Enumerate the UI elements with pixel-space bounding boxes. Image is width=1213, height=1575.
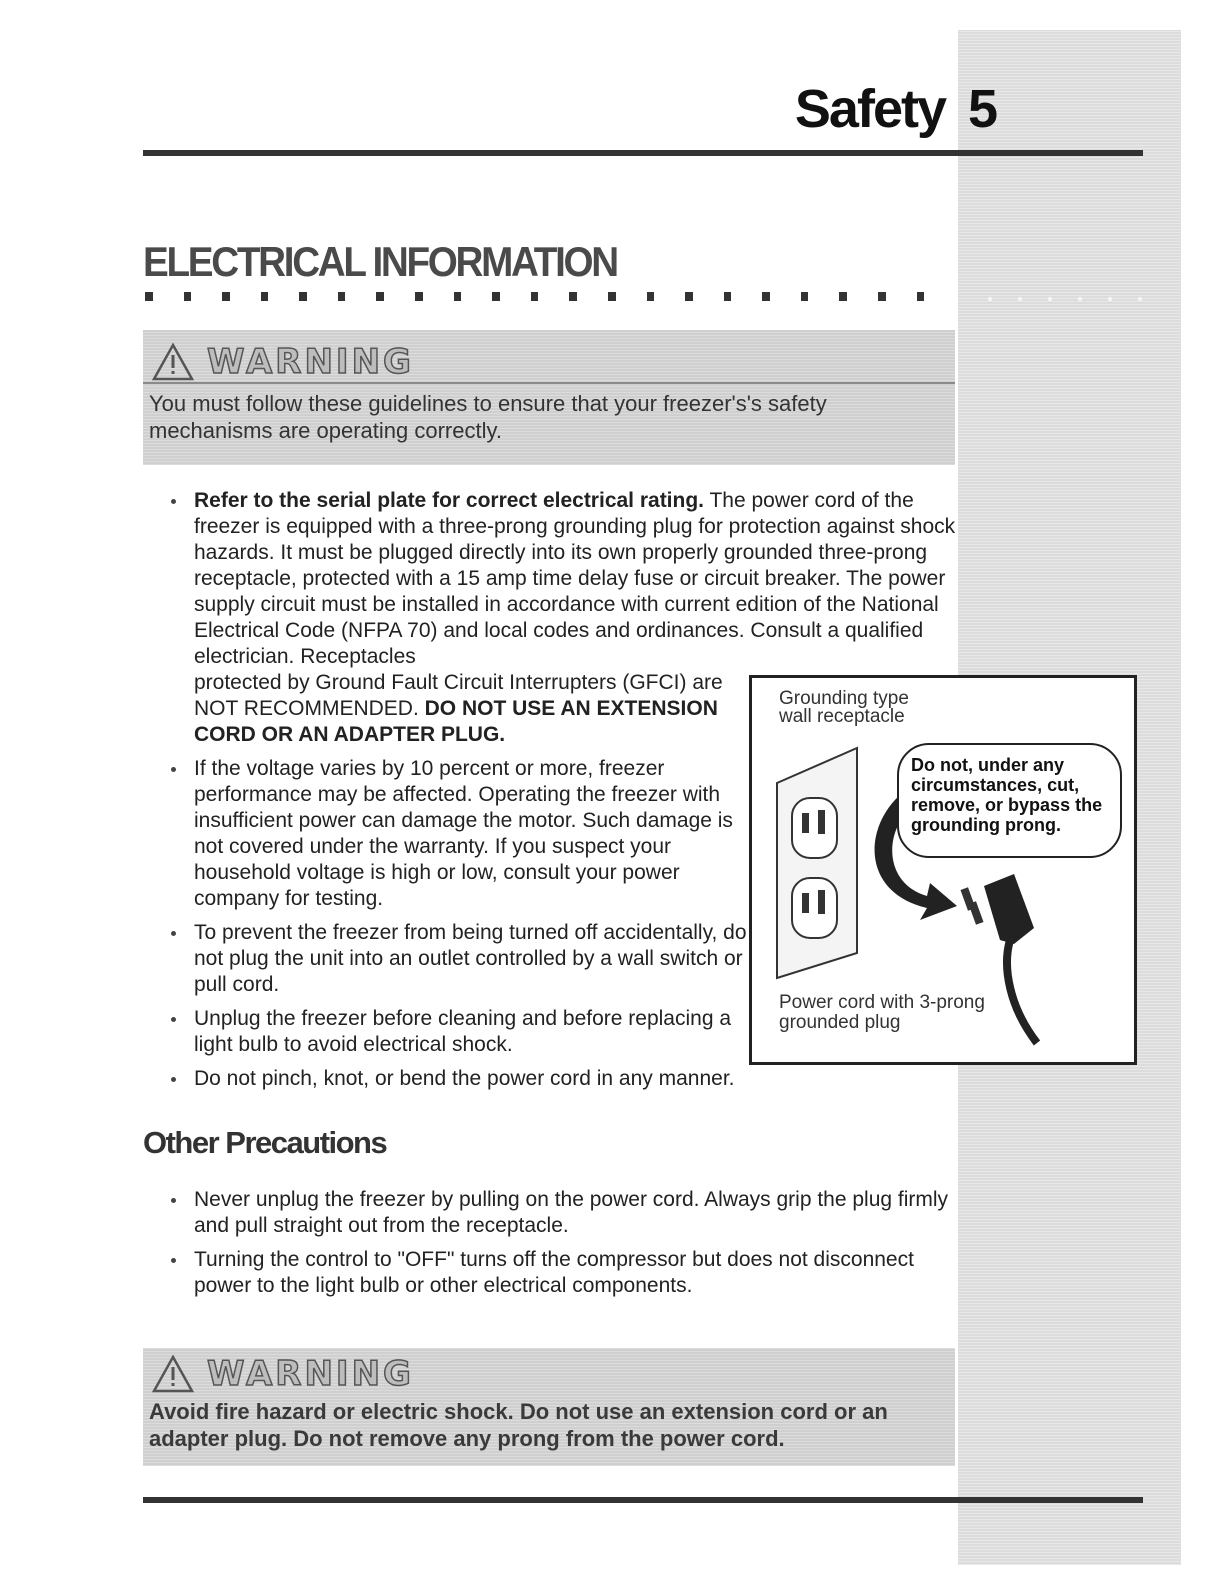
warning-header <box>151 1354 414 1394</box>
warning-text: Avoid fire hazard or electric shock. Do not use an extension cord or an adapter plug. Do not remove any prong from the power cord. <box>149 1399 888 1451</box>
dotted-divider <box>145 292 955 304</box>
bullet-bold-lead: Refer to the serial plate for correct electrical rating. <box>194 489 705 512</box>
header-rule <box>143 150 1143 156</box>
subsection-title: Other Precautions <box>143 1125 387 1160</box>
warning-box-top <box>143 330 955 465</box>
bullet-text: The power cord of the freezer is equipped with a three-prong grounding plug for protection against shock hazards. It must be plugged directly into its own properly grounded three-prong receptacle, protected with a 15 amp time delay fuse or circuit breaker. The power supply circuit must be installed in accordance with current edition of the National Electrical Code (NFPA 70) and local codes and ordinances. Consult a qualified electrician. Receptacles <box>194 489 956 668</box>
warning-divider <box>143 382 955 384</box>
list-item: Turning the control to "OFF" turns off the compressor but does not disconnect power to the light bulb or other electrical components. <box>167 1247 957 1299</box>
warning-triangle-icon <box>151 1354 195 1394</box>
power-cord-label: Power cord with 3-prong grounded plug <box>779 992 985 1033</box>
bullet-text-continued: protected by Ground Fault Circuit Interrupters (GFCI) are NOT RECOMMENDED. <box>194 671 723 720</box>
grounding-prong-callout: Do not, under any circumstances, cut, remove, or bypass the grounding prong. <box>897 743 1122 858</box>
side-dot-divider <box>975 294 1155 304</box>
warning-label: WARNING <box>207 1354 414 1394</box>
bullet-bold-tail: DO NOT USE AN EXTENSION CORD OR AN ADAPTER PLUG. <box>194 697 718 746</box>
list-item: Unplug the freezer before cleaning and before replacing a light bulb to avoid electrical shock. <box>167 1006 754 1058</box>
warning-text: You must follow these guidelines to ensure that your freezer's's safety mechanisms are operating correctly. <box>149 391 827 443</box>
footer-rule <box>143 1497 1143 1503</box>
warning-box-bottom <box>143 1348 955 1466</box>
warning-header <box>151 342 414 382</box>
precautions-bullet-list <box>167 1187 957 1307</box>
section-title: ELECTRICAL INFORMATION <box>143 238 617 285</box>
receptacle-label: Grounding type wall receptacle <box>779 688 909 727</box>
wall-outlet-icon <box>777 748 857 978</box>
page-header <box>0 78 1040 148</box>
list-item: If the voltage varies by 10 percent or more, freezer performance may be affected. Operating the freezer with insufficient power can damage the motor. Such damage is not covered under the warranty. If you suspect your household voltage is high or low, consult your power company for testing. <box>167 756 734 912</box>
warning-label: WARNING <box>207 342 414 382</box>
warning-triangle-icon <box>151 342 195 382</box>
page-number: 5 <box>968 79 999 139</box>
grounding-plug-figure <box>749 675 1137 1065</box>
list-item: Never unplug the freezer by pulling on the power cord. Always grip the plug firmly and pull straight out from the receptacle. <box>167 1187 957 1239</box>
list-item: Do not pinch, knot, or bend the power cord in any manner. <box>167 1066 957 1092</box>
list-item: To prevent the freezer from being turned off accidentally, do not plug the unit into an outlet controlled by a wall switch or pull cord. <box>167 920 754 998</box>
header-title: Safety <box>794 79 945 139</box>
